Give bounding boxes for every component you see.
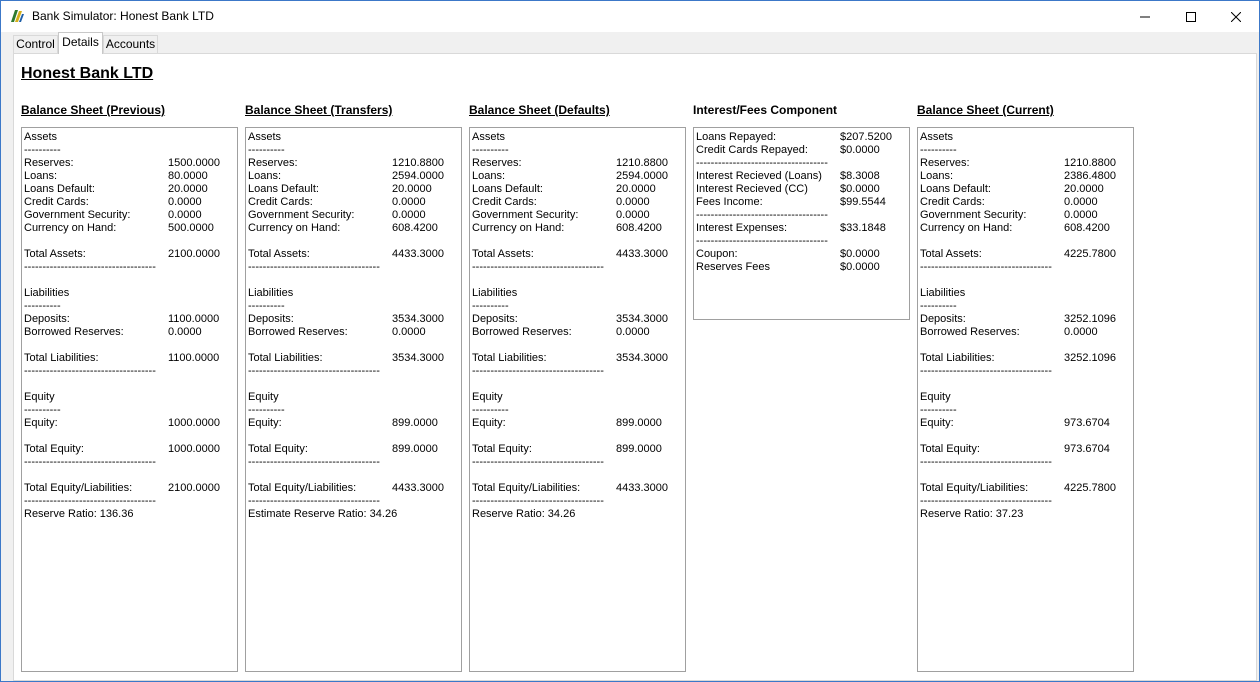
reserve-ratio: Reserve Ratio: 37.23: [920, 508, 1024, 520]
separator: ----------: [24, 144, 61, 156]
government-security-label: Government Security:: [472, 209, 579, 221]
total-equity-liabilities-label: Total Equity/Liabilities:: [248, 482, 357, 494]
interest-expenses-label: Interest Expenses:: [696, 222, 788, 234]
credit-cards-value: 0.0000: [1064, 196, 1098, 208]
separator: ----------: [472, 144, 509, 156]
separator: ------------------------------------: [472, 456, 604, 468]
total-liabilities-value: 1100.0000: [168, 352, 220, 364]
heading-balance-current: Balance Sheet (Current): [917, 103, 1054, 117]
loans-repayed-label: Loans Repayed:: [696, 131, 777, 143]
loans-default-value: 20.0000: [168, 183, 208, 195]
deposits-value: 1100.0000: [168, 313, 220, 325]
deposits-value: 3534.3000: [616, 313, 668, 325]
reserves-label: Reserves:: [24, 157, 74, 169]
total-liabilities-label: Total Liabilities:: [24, 352, 99, 364]
reserves-value: 1210.8800: [392, 157, 444, 169]
deposits-label: Deposits:: [920, 313, 966, 325]
heading-interest-fees: Interest/Fees Component: [693, 103, 838, 117]
equity-value: 1000.0000: [168, 417, 220, 429]
total-liabilities-value: 3534.3000: [616, 352, 668, 364]
separator: ----------: [472, 404, 509, 416]
balance-sheet-current-box[interactable]: [917, 127, 1134, 672]
balance-sheet-defaults-box[interactable]: [469, 127, 686, 672]
bank-simulator-app-icon: [9, 8, 25, 24]
government-security-value: 0.0000: [392, 209, 426, 221]
separator: ------------------------------------: [472, 495, 604, 507]
close-button[interactable]: [1213, 1, 1259, 32]
equity-value: 899.0000: [392, 417, 438, 429]
interest-cc-label: Interest Recieved (CC): [696, 183, 808, 195]
fees-income-label: Fees Income:: [696, 196, 763, 208]
separator: ------------------------------------: [472, 365, 604, 377]
assets-heading-label: Assets: [920, 131, 954, 143]
coupon-label: Coupon:: [696, 248, 738, 260]
loans-default-value: 20.0000: [616, 183, 656, 195]
interest-expenses-value: $33.1848: [840, 222, 886, 234]
borrowed-reserves-label: Borrowed Reserves:: [472, 326, 572, 338]
currency-on-hand-value: 608.4200: [1064, 222, 1110, 234]
separator: ------------------------------------: [696, 157, 828, 169]
credit-cards-label: Credit Cards:: [920, 196, 985, 208]
equity-value: 899.0000: [616, 417, 662, 429]
total-liabilities-label: Total Liabilities:: [248, 352, 323, 364]
balance-sheet-previous-box[interactable]: [21, 127, 238, 672]
coupon-value: $0.0000: [840, 248, 880, 260]
separator: ----------: [24, 300, 61, 312]
loans-default-label: Loans Default:: [472, 183, 543, 195]
total-equity-value: 973.6704: [1064, 443, 1110, 455]
separator: ----------: [24, 404, 61, 416]
reserve-ratio: Estimate Reserve Ratio: 34.26: [248, 508, 398, 520]
loans-label: Loans:: [472, 170, 506, 182]
total-equity-liabilities-value: 4225.7800: [1064, 482, 1116, 494]
borrowed-reserves-label: Borrowed Reserves:: [248, 326, 348, 338]
credit-cards-value: 0.0000: [616, 196, 650, 208]
currency-on-hand-label: Currency on Hand:: [472, 222, 565, 234]
liabilities-heading-label: Liabilities: [24, 287, 70, 299]
borrowed-reserves-value: 0.0000: [1064, 326, 1098, 338]
separator: ----------: [248, 144, 285, 156]
maximize-button[interactable]: [1168, 1, 1214, 32]
separator: ------------------------------------: [24, 456, 156, 468]
title-bar[interactable]: [1, 1, 1259, 32]
total-equity-liabilities-value: 4433.3000: [616, 482, 668, 494]
tab-details[interactable]: Details: [58, 32, 103, 54]
borrowed-reserves-value: 0.0000: [392, 326, 426, 338]
equity-label: Equity:: [248, 417, 282, 429]
separator: ----------: [920, 144, 957, 156]
separator: ------------------------------------: [248, 456, 380, 468]
loans-repayed-value: $207.5200: [840, 131, 892, 143]
balance-sheet-transfers-box[interactable]: [245, 127, 462, 672]
government-security-label: Government Security:: [248, 209, 355, 221]
heading-balance-previous: Balance Sheet (Previous): [21, 103, 166, 117]
total-assets-label: Total Assets:: [24, 248, 86, 260]
borrowed-reserves-label: Borrowed Reserves:: [24, 326, 124, 338]
reserves-fees-value: $0.0000: [840, 261, 880, 273]
separator: ----------: [248, 404, 285, 416]
deposits-label: Deposits:: [248, 313, 294, 325]
separator: ------------------------------------: [472, 261, 604, 273]
reserves-label: Reserves:: [248, 157, 298, 169]
loans-default-label: Loans Default:: [248, 183, 319, 195]
liabilities-heading-label: Liabilities: [472, 287, 518, 299]
borrowed-reserves-value: 0.0000: [168, 326, 202, 338]
total-assets-value: 4433.3000: [392, 248, 444, 260]
interest-fees-box[interactable]: [693, 127, 910, 320]
government-security-label: Government Security:: [24, 209, 131, 221]
currency-on-hand-label: Currency on Hand:: [248, 222, 341, 234]
loans-default-label: Loans Default:: [920, 183, 991, 195]
deposits-value: 3534.3000: [392, 313, 444, 325]
bank-name-title: Honest Bank LTD: [21, 65, 154, 82]
maximize-icon: [1186, 12, 1196, 22]
separator: ------------------------------------: [248, 495, 380, 507]
loans-value: 2386.4800: [1064, 170, 1116, 182]
equity-label: Equity:: [920, 417, 954, 429]
loans-value: 2594.0000: [392, 170, 444, 182]
reserves-label: Reserves:: [920, 157, 970, 169]
liabilities-heading-label: Liabilities: [920, 287, 966, 299]
total-equity-value: 1000.0000: [168, 443, 220, 455]
loans-label: Loans:: [920, 170, 954, 182]
deposits-label: Deposits:: [472, 313, 518, 325]
separator: ------------------------------------: [696, 209, 828, 221]
credit-cards-label: Credit Cards:: [248, 196, 313, 208]
government-security-value: 0.0000: [168, 209, 202, 221]
government-security-value: 0.0000: [1064, 209, 1098, 221]
total-equity-label: Total Equity:: [920, 443, 980, 455]
total-equity-label: Total Equity:: [248, 443, 308, 455]
assets-heading-label: Assets: [248, 131, 282, 143]
close-icon: [1231, 12, 1241, 22]
loans-default-value: 20.0000: [1064, 183, 1104, 195]
borrowed-reserves-value: 0.0000: [616, 326, 650, 338]
assets-heading-label: Assets: [472, 131, 506, 143]
total-assets-value: 4225.7800: [1064, 248, 1116, 260]
cc-repayed-label: Credit Cards Repayed:: [696, 144, 808, 156]
separator: ------------------------------------: [920, 456, 1052, 468]
currency-on-hand-value: 608.4200: [392, 222, 438, 234]
reserves-value: 1210.8800: [1064, 157, 1116, 169]
reserves-value: 1500.0000: [168, 157, 220, 169]
tab-strip: [1, 32, 1259, 54]
equity-label: Equity:: [472, 417, 506, 429]
separator: ------------------------------------: [696, 235, 828, 247]
total-assets-label: Total Assets:: [472, 248, 534, 260]
loans-default-value: 20.0000: [392, 183, 432, 195]
total-liabilities-label: Total Liabilities:: [472, 352, 547, 364]
cc-repayed-value: $0.0000: [840, 144, 880, 156]
reserves-value: 1210.8800: [616, 157, 668, 169]
total-equity-liabilities-label: Total Equity/Liabilities:: [920, 482, 1029, 494]
separator: ----------: [248, 300, 285, 312]
equity-heading-label: Equity: [24, 391, 55, 403]
liabilities-heading-label: Liabilities: [248, 287, 294, 299]
equity-heading-label: Equity: [472, 391, 503, 403]
credit-cards-label: Credit Cards:: [24, 196, 89, 208]
window-title: Bank Simulator: Honest Bank LTD: [32, 9, 214, 23]
total-assets-value: 4433.3000: [616, 248, 668, 260]
loans-default-label: Loans Default:: [24, 183, 95, 195]
total-liabilities-value: 3252.1096: [1064, 352, 1116, 364]
equity-heading-label: Equity: [920, 391, 951, 403]
loans-value: 80.0000: [168, 170, 208, 182]
total-equity-liabilities-label: Total Equity/Liabilities:: [472, 482, 581, 494]
separator: ------------------------------------: [248, 261, 380, 273]
interest-loans-value: $8.3008: [840, 170, 880, 182]
separator: ------------------------------------: [248, 365, 380, 377]
deposits-value: 3252.1096: [1064, 313, 1116, 325]
total-equity-liabilities-value: 4433.3000: [392, 482, 444, 494]
total-assets-label: Total Assets:: [920, 248, 982, 260]
equity-label: Equity:: [24, 417, 58, 429]
currency-on-hand-value: 500.0000: [168, 222, 214, 234]
heading-balance-transfers: Balance Sheet (Transfers): [245, 103, 393, 117]
interest-cc-value: $0.0000: [840, 183, 880, 195]
government-security-value: 0.0000: [616, 209, 650, 221]
total-liabilities-value: 3534.3000: [392, 352, 444, 364]
heading-balance-defaults: Balance Sheet (Defaults): [469, 103, 610, 117]
separator: ------------------------------------: [24, 261, 156, 273]
total-equity-liabilities-label: Total Equity/Liabilities:: [24, 482, 133, 494]
currency-on-hand-label: Currency on Hand:: [920, 222, 1013, 234]
loans-label: Loans:: [248, 170, 282, 182]
total-assets-value: 2100.0000: [168, 248, 220, 260]
assets-heading-label: Assets: [24, 131, 58, 143]
currency-on-hand-value: 608.4200: [616, 222, 662, 234]
total-equity-label: Total Equity:: [24, 443, 84, 455]
currency-on-hand-label: Currency on Hand:: [24, 222, 117, 234]
total-equity-value: 899.0000: [392, 443, 438, 455]
total-equity-liabilities-value: 2100.0000: [168, 482, 220, 494]
separator: ------------------------------------: [24, 495, 156, 507]
reserves-label: Reserves:: [472, 157, 522, 169]
government-security-label: Government Security:: [920, 209, 1027, 221]
minimize-icon: [1140, 12, 1150, 22]
separator: ----------: [920, 404, 957, 416]
fees-income-value: $99.5544: [840, 196, 886, 208]
tab-control[interactable]: Control: [13, 35, 58, 53]
equity-value: 973.6704: [1064, 417, 1110, 429]
total-liabilities-label: Total Liabilities:: [920, 352, 995, 364]
separator: ------------------------------------: [920, 261, 1052, 273]
credit-cards-value: 0.0000: [392, 196, 426, 208]
credit-cards-label: Credit Cards:: [472, 196, 537, 208]
minimize-button[interactable]: [1122, 1, 1168, 32]
equity-heading-label: Equity: [248, 391, 279, 403]
total-assets-label: Total Assets:: [248, 248, 310, 260]
credit-cards-value: 0.0000: [168, 196, 202, 208]
separator: ------------------------------------: [920, 495, 1052, 507]
separator: ------------------------------------: [920, 365, 1052, 377]
deposits-label: Deposits:: [24, 313, 70, 325]
loans-value: 2594.0000: [616, 170, 668, 182]
reserve-ratio: Reserve Ratio: 34.26: [472, 508, 576, 520]
total-equity-value: 899.0000: [616, 443, 662, 455]
tab-accounts[interactable]: Accounts: [103, 35, 158, 53]
separator: ----------: [920, 300, 957, 312]
reserve-ratio: Reserve Ratio: 136.36: [24, 508, 134, 520]
reserves-fees-label: Reserves Fees: [696, 261, 770, 273]
loans-label: Loans:: [24, 170, 58, 182]
borrowed-reserves-label: Borrowed Reserves:: [920, 326, 1020, 338]
separator: ------------------------------------: [24, 365, 156, 377]
total-equity-label: Total Equity:: [472, 443, 532, 455]
interest-loans-label: Interest Recieved (Loans): [696, 170, 822, 182]
separator: ----------: [472, 300, 509, 312]
